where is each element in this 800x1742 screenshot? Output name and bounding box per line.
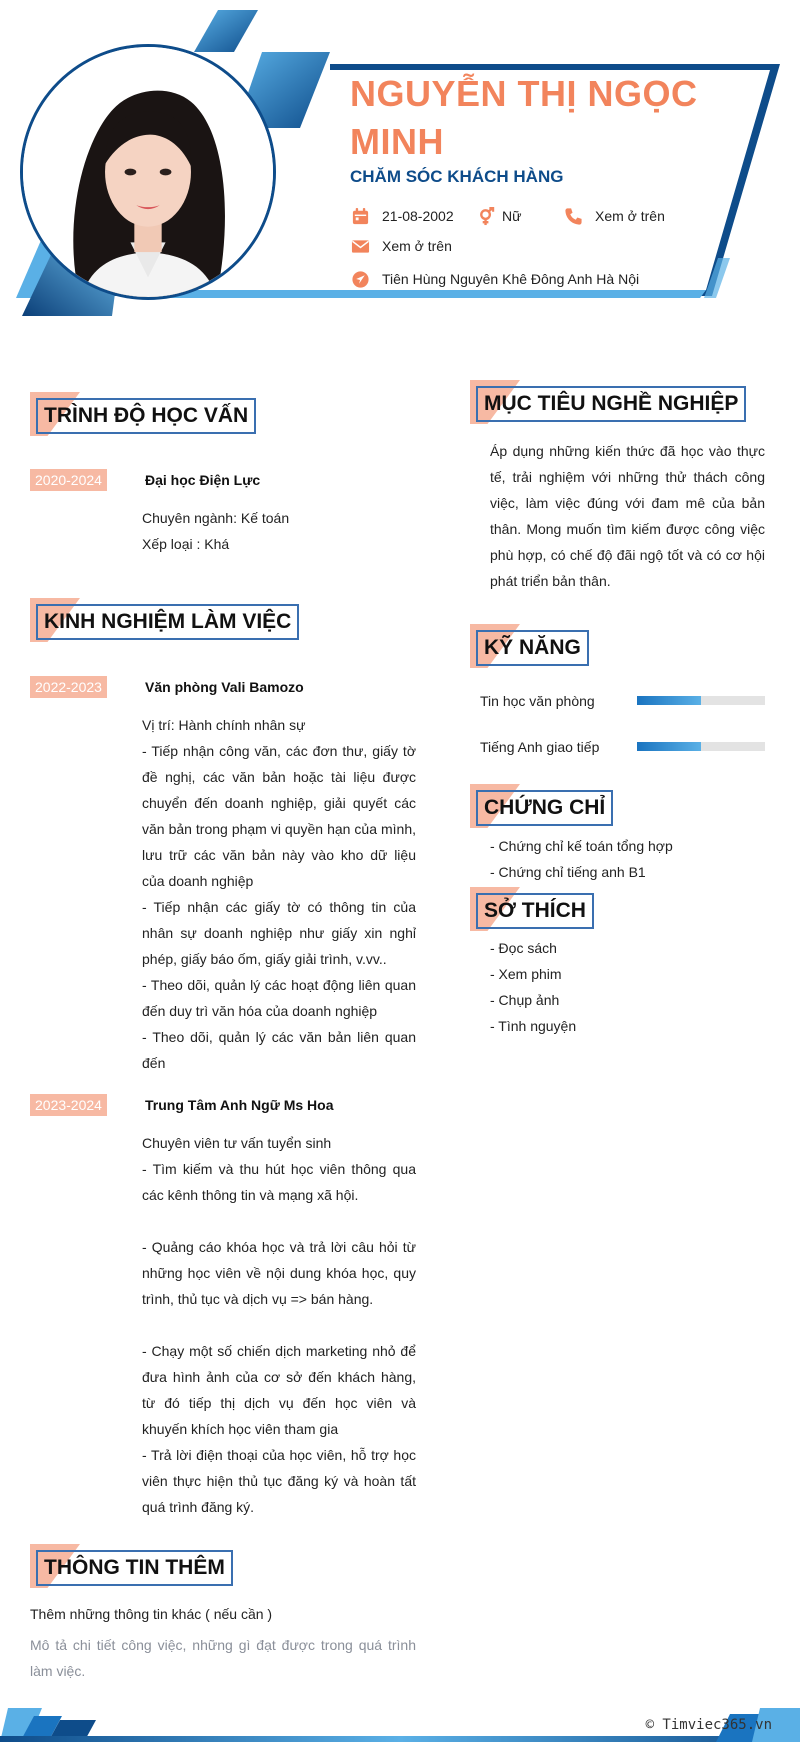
email-field bbox=[350, 235, 452, 257]
gender-field bbox=[476, 205, 521, 227]
phone-text: Xem ở trên bbox=[595, 208, 665, 224]
birthday-field bbox=[350, 205, 454, 227]
objective-text: Áp dụng những kiến thức đã học vào thực tế, trải nghiệm với những thử thách công việc, làm việc đúng với đam mê của bản thân. Mong muốn tìm kiếm được công việc phù hợp, có chế độ đãi ngộ tốt và có cơ hội phát triển bản thân. bbox=[490, 443, 765, 589]
address-field bbox=[350, 268, 639, 290]
skill-level-fill bbox=[637, 696, 701, 705]
birthday-text: 21-08-2002 bbox=[382, 208, 454, 224]
hobby-item: - Xem phim bbox=[490, 966, 562, 982]
hobby-item: - Chụp ảnh bbox=[490, 992, 560, 1008]
watermark: © Timviec365.vn bbox=[645, 1717, 772, 1733]
experience-years-2: 2023-2024 bbox=[30, 1094, 107, 1116]
hobby-item: - Tình nguyện bbox=[490, 1018, 577, 1034]
experience-2-line: Chuyên viên tư vấn tuyển sinh bbox=[142, 1135, 332, 1151]
skill-level-bar bbox=[637, 742, 765, 751]
phone-icon bbox=[563, 206, 583, 226]
education-heading-text: TRÌNH ĐỘ HỌC VẤN bbox=[44, 404, 249, 427]
mail-icon bbox=[350, 236, 370, 256]
skill-level-fill bbox=[637, 742, 701, 751]
experience-1-line: - Theo dõi, quản lý các hoạt động liên quan đến duy trì văn hóa của doanh nghiệp bbox=[142, 977, 416, 1019]
experience-1-line: - Tiếp nhận các giấy tờ có thông tin của nhân sự doanh nghiệp như giấy xin nghỉ phép, giấy báo ốm, giấy giải trình, v.vv.. bbox=[142, 899, 416, 967]
experience-1-line: - Theo dõi, quản lý các văn bản liên quan đến bbox=[142, 1029, 416, 1071]
skill-level-bar bbox=[637, 696, 765, 705]
experience-2-line: - Quảng cáo khóa học và trả lời câu hỏi từ những học viên về nội dung khóa học, quy trình, thủ tục và dịch vụ => bán hàng. bbox=[142, 1239, 416, 1307]
cv-header bbox=[0, 0, 800, 330]
gender-icon bbox=[476, 206, 496, 226]
skill-name: Tin học văn phòng bbox=[480, 693, 595, 709]
calendar-icon bbox=[350, 206, 370, 226]
experience-1-line: Vị trí: Hành chính nhân sự bbox=[142, 717, 306, 733]
hobby-item: - Đọc sách bbox=[490, 940, 557, 956]
extra-heading-text: THÔNG TIN THÊM bbox=[44, 1556, 225, 1579]
experience-years-1: 2022-2023 bbox=[30, 676, 107, 698]
experience-2-line bbox=[142, 1208, 416, 1234]
gender-text: Nữ bbox=[502, 208, 522, 224]
full-name: NGUYỄN THỊ NGỌC MINH bbox=[350, 73, 698, 162]
education-details bbox=[142, 505, 416, 557]
avatar bbox=[20, 44, 276, 300]
education-grade: Xếp loại : Khá bbox=[142, 536, 230, 552]
experience-2-line: - Trả lời điện thoại của học viên, hỗ trợ học viên thực hiện thủ tục đăng ký và hoàn tất quá trình đăng ký. bbox=[142, 1447, 416, 1515]
objective-heading-text: MỤC TIÊU NGHỀ NGHIỆP bbox=[484, 392, 739, 415]
certificate-item: - Chứng chỉ tiếng anh B1 bbox=[490, 864, 646, 880]
experience-details-1 bbox=[142, 712, 416, 1076]
job-title: CHĂM SÓC KHÁCH HÀNG bbox=[350, 167, 564, 186]
experience-heading-text: KINH NGHIỆM LÀM VIỆC bbox=[44, 610, 292, 633]
location-icon bbox=[350, 269, 370, 289]
hobbies-heading-text: SỞ THÍCH bbox=[484, 899, 586, 922]
certificates-heading-text: CHỨNG CHỈ bbox=[484, 796, 606, 819]
certificate-item: - Chứng chỉ kế toán tổng hợp bbox=[490, 838, 673, 854]
extra-line-1: Thêm những thông tin khác ( nếu cần ) bbox=[30, 1606, 273, 1622]
experience-details-2 bbox=[142, 1130, 416, 1520]
experience-2-line: - Tìm kiếm và thu hút học viên thông qua các kênh thông tin và mạng xã hội. bbox=[142, 1161, 416, 1203]
education-major: Chuyên ngành: Kế toán bbox=[142, 510, 290, 526]
education-years: 2020-2024 bbox=[30, 469, 107, 491]
email-text: Xem ở trên bbox=[382, 238, 452, 254]
experience-company-1: Văn phòng Vali Bamozo bbox=[145, 679, 304, 695]
experience-company-2: Trung Tâm Anh Ngữ Ms Hoa bbox=[145, 1097, 334, 1113]
hobbies-list bbox=[490, 935, 576, 1039]
skill-name: Tiếng Anh giao tiếp bbox=[480, 739, 600, 755]
experience-2-line bbox=[142, 1312, 416, 1338]
extra-line-2: Mô tả chi tiết công việc, những gì đạt được trong quá trình làm việc. bbox=[30, 1637, 416, 1679]
experience-1-line: - Tiếp nhận công văn, các đơn thư, giấy tờ đề nghị, các văn bản hoặc tài liệu được chuyển đến doanh nghiệp, giải quyết các văn bản trong phạm vi quyền hạn của mình, lưu trữ các văn bản này vào kho dữ liệu của doanh nghiệp bbox=[142, 743, 416, 889]
portrait-illustration bbox=[23, 47, 273, 297]
certificates-list bbox=[490, 833, 673, 885]
phone-field bbox=[563, 205, 665, 227]
address-text: Tiên Hùng Nguyên Khê Đông Anh Hà Nội bbox=[382, 271, 640, 287]
skills-heading-text: KỸ NĂNG bbox=[484, 636, 581, 659]
experience-2-line: - Chạy một số chiến dịch marketing nhỏ để đưa hình ảnh của cơ sở đến khách hàng, từ đó tiếp thị dịch vụ đến học viên và khuyến khích học viên tham gia bbox=[142, 1343, 416, 1437]
education-school: Đại học Điện Lực bbox=[145, 472, 261, 488]
